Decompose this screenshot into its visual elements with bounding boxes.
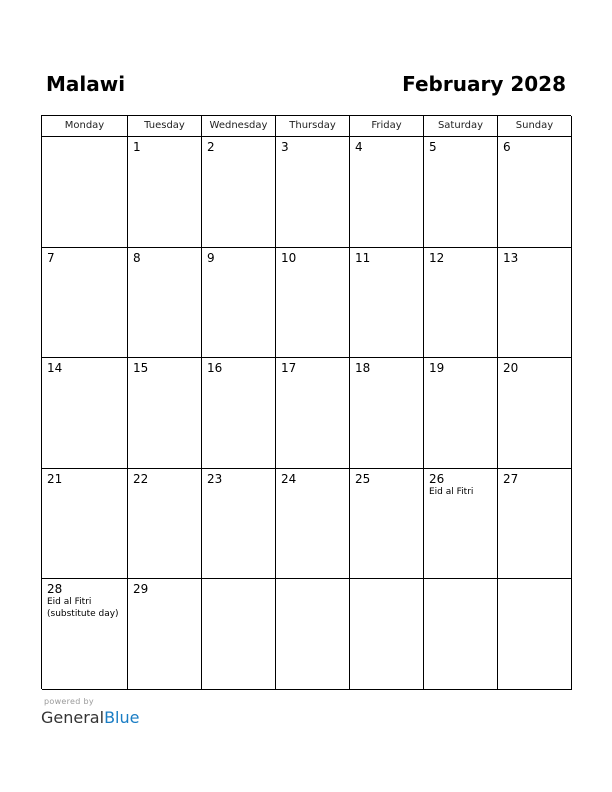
- day-number: 19: [429, 361, 445, 375]
- day-number: 22: [133, 472, 149, 486]
- day-cell: [350, 469, 424, 579]
- weekday-header-saturday: Saturday: [424, 116, 498, 137]
- day-cell: [128, 358, 202, 469]
- weekday-header-friday: Friday: [350, 116, 424, 137]
- holiday-label: Eid al Fitri: [429, 487, 474, 497]
- day-cell: [128, 469, 202, 579]
- day-cell: [202, 469, 276, 579]
- day-cell: [498, 579, 572, 690]
- day-cell: [424, 579, 498, 690]
- month-year-title: February 2028: [402, 72, 566, 96]
- day-cell: [202, 358, 276, 469]
- holiday-label: Eid al Fitri (substitute day): [47, 597, 119, 619]
- day-cell: [42, 579, 128, 690]
- day-number: 26: [429, 472, 445, 486]
- day-number: 28: [47, 582, 63, 596]
- day-cell: [424, 469, 498, 579]
- day-number: 23: [207, 472, 223, 486]
- day-number: 1: [133, 140, 141, 154]
- day-cell: [202, 137, 276, 248]
- day-cell: [42, 137, 128, 248]
- day-cell: [424, 137, 498, 248]
- day-number: 27: [503, 472, 519, 486]
- weekday-header-sunday: Sunday: [498, 116, 572, 137]
- day-number: 13: [503, 251, 519, 265]
- day-cell: [128, 579, 202, 690]
- day-cell: [276, 248, 350, 358]
- day-cell: [276, 358, 350, 469]
- generalblue-logo[interactable]: [41, 708, 139, 728]
- day-cell: [42, 248, 128, 358]
- day-cell: [276, 579, 350, 690]
- day-cell: [498, 248, 572, 358]
- day-cell: [350, 248, 424, 358]
- day-number: 25: [355, 472, 371, 486]
- day-number: 9: [207, 251, 215, 265]
- day-cell: [498, 358, 572, 469]
- day-cell: [350, 358, 424, 469]
- day-number: 8: [133, 251, 141, 265]
- day-cell: [350, 137, 424, 248]
- day-number: 29: [133, 582, 149, 596]
- day-cell: [202, 579, 276, 690]
- logo-text-general: General: [41, 708, 105, 727]
- powered-by-label: powered by: [44, 697, 94, 706]
- day-number: 6: [503, 140, 511, 154]
- day-cell: [350, 579, 424, 690]
- country-title: Malawi: [46, 72, 126, 96]
- day-number: 15: [133, 361, 149, 375]
- day-number: 14: [47, 361, 63, 375]
- day-cell: [128, 248, 202, 358]
- day-number: 7: [47, 251, 55, 265]
- day-number: 10: [281, 251, 297, 265]
- day-cell: [498, 137, 572, 248]
- weekday-header-monday: Monday: [42, 116, 128, 137]
- day-number: 4: [355, 140, 363, 154]
- day-cell: [276, 469, 350, 579]
- logo-text-blue: Blue: [104, 708, 140, 727]
- calendar-grid: [41, 115, 571, 689]
- day-number: 17: [281, 361, 297, 375]
- day-number: 20: [503, 361, 519, 375]
- weekday-header-tuesday: Tuesday: [128, 116, 202, 137]
- day-number: 3: [281, 140, 289, 154]
- day-number: 12: [429, 251, 445, 265]
- day-cell: [424, 358, 498, 469]
- day-cell: [128, 137, 202, 248]
- day-cell: [424, 248, 498, 358]
- weekday-header-thursday: Thursday: [276, 116, 350, 137]
- weekday-header-wednesday: Wednesday: [202, 116, 276, 137]
- day-number: 2: [207, 140, 215, 154]
- day-number: 5: [429, 140, 437, 154]
- day-number: 11: [355, 251, 371, 265]
- day-number: 21: [47, 472, 63, 486]
- day-cell: [202, 248, 276, 358]
- day-number: 24: [281, 472, 297, 486]
- day-cell: [42, 358, 128, 469]
- day-number: 18: [355, 361, 371, 375]
- day-cell: [498, 469, 572, 579]
- day-cell: [276, 137, 350, 248]
- day-cell: [42, 469, 128, 579]
- day-number: 16: [207, 361, 223, 375]
